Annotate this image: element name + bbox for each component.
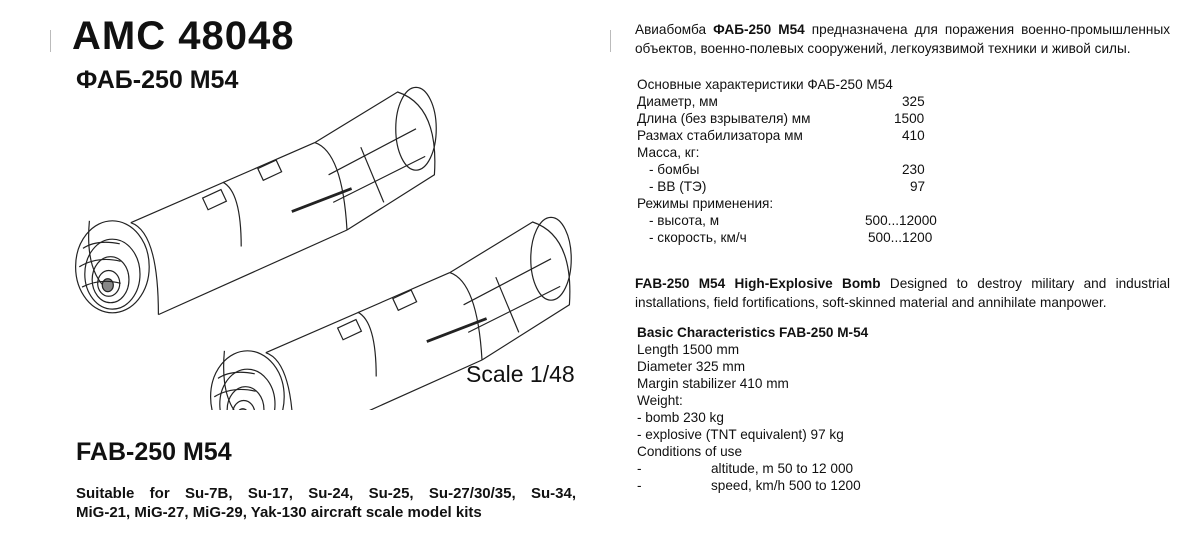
bullet-dash: - — [637, 461, 642, 476]
description-ru-product: ФАБ-250 М54 — [713, 22, 805, 37]
spec-row — [637, 477, 868, 494]
spec-label: - скорость, км/ч — [649, 230, 747, 245]
spec-text: altitude, m 50 to 12 000 — [711, 461, 854, 476]
crop-mark-left — [50, 30, 51, 52]
spec-row: Diameter 325 mm — [637, 359, 746, 374]
spec-row: Режимы применения: — [637, 196, 774, 211]
spec-value: 500...12000 — [865, 213, 937, 228]
spec-label: Длина (без взрывателя) мм — [637, 111, 811, 126]
scale-label: Scale 1/48 — [466, 361, 575, 387]
product-code: AMC 48048 — [72, 14, 295, 58]
specs-en — [637, 324, 868, 494]
bullet-dash: - — [637, 478, 642, 493]
spec-value: 230 — [902, 162, 925, 177]
description-ru-body: предназначена для поражения военно-промышленных объектов, военно-полевых сооружений, легкоуязвимой техники и живой силы. — [635, 22, 1171, 56]
spec-row — [637, 460, 868, 477]
compatibility-line-2: MiG-21, MiG-27, MiG-29, Yak-130 aircraft scale model kits — [76, 504, 482, 521]
spec-row: Margin stabilizer 410 mm — [637, 376, 789, 391]
description-ru — [635, 20, 1170, 58]
spec-row — [637, 161, 925, 178]
spec-row: Length 1500 mm — [637, 342, 740, 357]
bomb-illustration — [60, 40, 580, 410]
spec-value: 325 — [902, 94, 925, 109]
crop-mark-center — [610, 30, 611, 52]
spec-row — [637, 93, 925, 110]
spec-row — [637, 110, 925, 127]
spec-label: - высота, м — [649, 213, 720, 228]
spec-row — [637, 212, 937, 229]
description-en-lead: FAB-250 M54 High-Explosive Bomb — [635, 276, 881, 291]
compatibility-line-1: Suitable for Su-7B, Su-17, Su-24, Su-25, Su-27/30/35, Su-34, — [76, 485, 576, 502]
spec-value: 1500 — [894, 111, 925, 126]
spec-value: 500...1200 — [868, 230, 933, 245]
spec-text: speed, km/h 500 to 1200 — [711, 478, 861, 493]
specs-ru — [637, 76, 937, 246]
spec-row: Масса, кг: — [637, 145, 700, 160]
spec-row — [637, 127, 925, 144]
spec-label: - бомбы — [649, 162, 700, 177]
description-en-body: Designed to destroy military and industrial installations, field fortifications, soft-skinned material and annihilate manpower. — [635, 276, 1170, 310]
product-name-ru: ФАБ-250 М54 — [76, 66, 239, 94]
spec-row: - bomb 230 kg — [637, 410, 724, 425]
spec-row — [637, 229, 933, 246]
specs-ru-title: Основные характеристики ФАБ-250 М54 — [637, 77, 893, 92]
spec-row: Weight: — [637, 393, 683, 408]
spec-value: 410 — [902, 128, 925, 143]
spec-row: - explosive (TNT equivalent) 97 kg — [637, 427, 844, 442]
spec-row: Conditions of use — [637, 444, 743, 459]
spec-row — [637, 178, 926, 195]
spec-label: - ВВ (ТЭ) — [649, 179, 707, 194]
description-en — [635, 274, 1170, 312]
spec-label: Диаметр, мм — [637, 94, 718, 109]
product-name-en: FAB-250 M54 — [76, 438, 232, 466]
spec-value: 97 — [910, 179, 926, 194]
specs-en-title: Basic Characteristics FAB-250 M-54 — [637, 325, 869, 340]
spec-label: Размах стабилизатора мм — [637, 128, 803, 143]
compatibility-text — [76, 484, 576, 522]
description-ru-lead: Авиабомба — [635, 22, 714, 37]
